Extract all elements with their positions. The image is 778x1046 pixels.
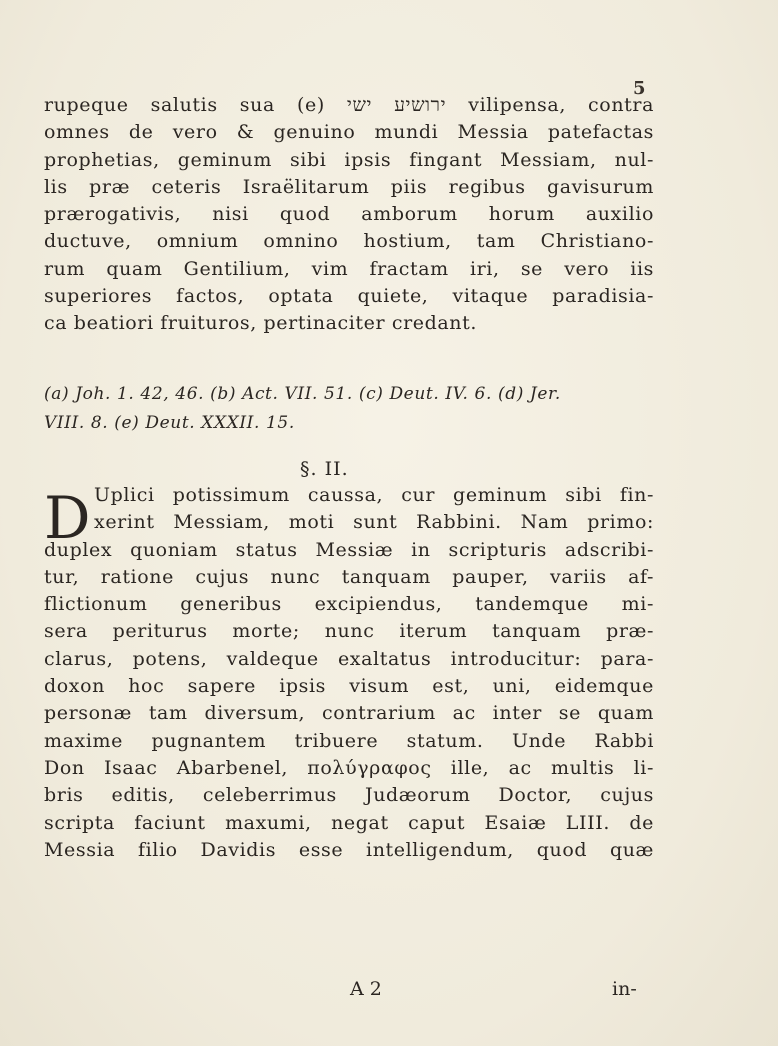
footnote-line: (a) Joh. 1. 42, 46. (b) Act. VII. 51. (c) Deut. IV. 6. (d) Jer. xyxy=(44,384,561,404)
drop-cap: D xyxy=(44,484,91,552)
text-line: Messia filio Davidis esse intelligendum, quod quæ xyxy=(44,838,654,861)
text-line: prophetias, geminum sibi ipsis fingant Messiam, nul- xyxy=(44,148,654,171)
paragraph-2 xyxy=(44,482,654,864)
section-heading: §. II. xyxy=(300,458,349,480)
text-line: superiores factos, optata quiete, vitaque paradisia- xyxy=(44,285,654,308)
text-line: ductuve, omnium omnino hostium, tam Christiano- xyxy=(44,230,654,253)
text-line: rum quam Gentilium, vim fractam iri, se vero iis xyxy=(44,257,654,280)
text-line: duplex quoniam status Messiæ in scripturis adscribi- xyxy=(44,538,654,561)
text-line: rupeque salutis sua (e) ירושיע ישי vilipensa, contra xyxy=(44,94,655,116)
signature-mark: A 2 xyxy=(350,978,382,1000)
text-line: bris editis, celeberrimus Judæorum Doctor, cujus xyxy=(44,784,654,807)
text-line: scripta faciunt maxumi, negat caput Esaiæ LIII. de xyxy=(44,811,654,834)
footnote-references xyxy=(44,380,654,438)
page-number: 5 xyxy=(633,78,646,99)
text-line: sera periturus morte; nunc iterum tanquam præ- xyxy=(44,620,654,643)
text-line: lis præ ceteris Israëlitarum piis regibus gavisurum xyxy=(44,175,654,198)
text-line: Don Isaac Abarbenel, πολύγραφος ille, ac multis li- xyxy=(44,756,654,779)
catchword: in- xyxy=(612,978,637,1000)
footnote-line: VIII. 8. (e) Deut. XXXII. 15. xyxy=(44,413,295,433)
text-line: omnes de vero & genuino mundi Messia patefactas xyxy=(44,121,654,144)
text-line: flictionum generibus excipiendus, tandemque mi- xyxy=(44,593,654,616)
text-line: maxime pugnantem tribuere statum. Unde Rabbi xyxy=(44,729,654,752)
text-line: ca beatiori fruituros, pertinaciter credant. xyxy=(44,312,477,335)
text-line: clarus, potens, valdeque exaltatus introducitur: para- xyxy=(44,647,654,670)
text-line: tur, ratione cujus nunc tanquam pauper, variis af- xyxy=(44,565,654,588)
text-line: Uplici potissimum caussa, cur geminum sibi fin- xyxy=(94,484,654,506)
text-line: prærogativis, nisi quod amborum horum auxilio xyxy=(44,203,654,226)
text-line: doxon hoc sapere ipsis visum est, uni, eidemque xyxy=(44,675,654,698)
paragraph-1 xyxy=(44,92,654,338)
text-line: xerint Messiam, moti sunt Rabbini. Nam primo: xyxy=(94,511,654,534)
text-line: personæ tam diversum, contrarium ac inter se quam xyxy=(44,702,654,725)
